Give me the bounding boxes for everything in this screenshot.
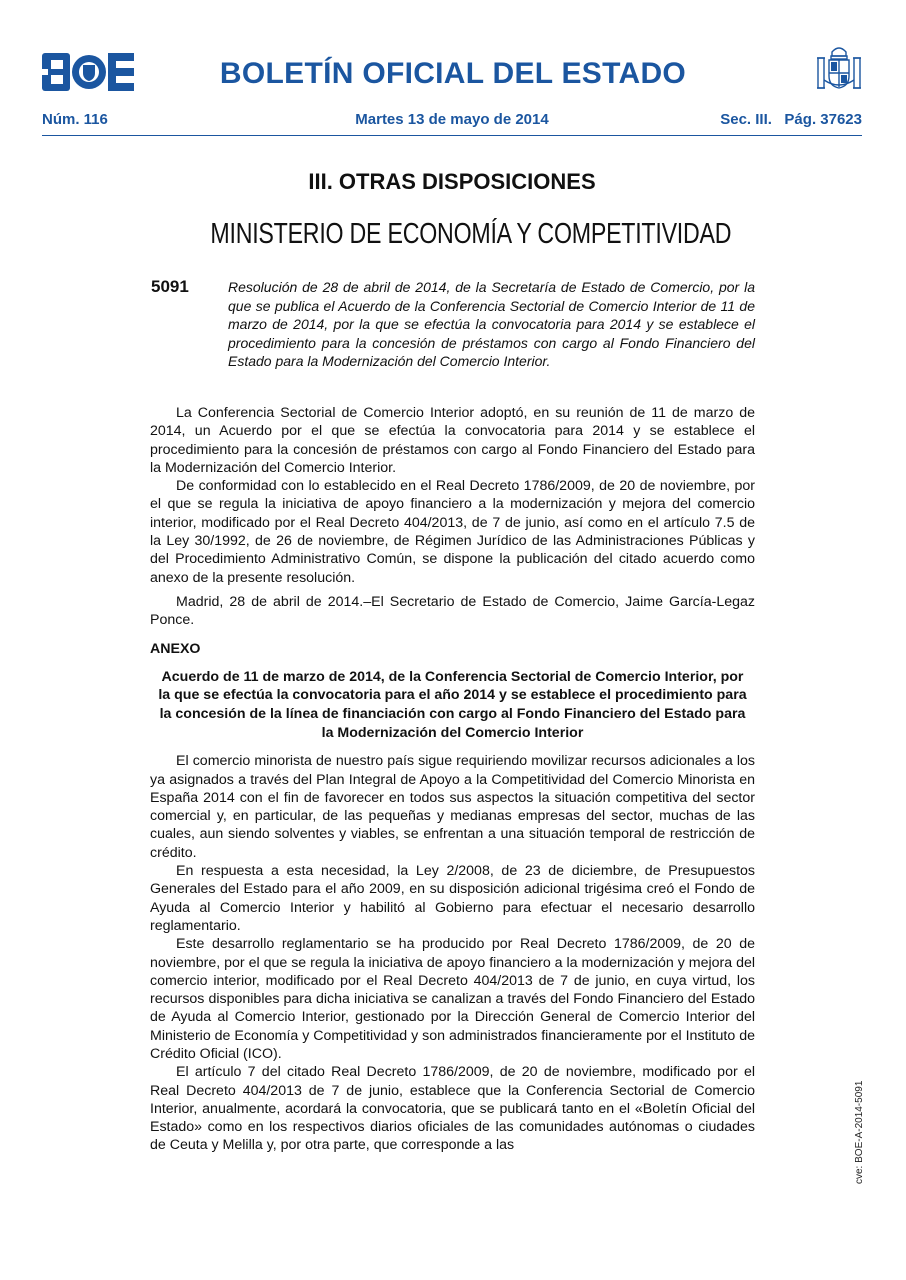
issue-number: Núm. 116 [42,111,108,128]
paragraph: La Conferencia Sectorial de Comercio Interior adoptó, en su reunión de 11 de marzo de 2014, un Acuerdo por el que se efectúa la convocatoria para 2014 y se establece el procedimiento para la concesión de préstamos con cargo al Fondo Financiero del Estado para la Modernización del Comercio Interior. [150,405,755,476]
annex-paragraph: Este desarrollo reglamentario se ha producido por Real Decreto 1786/2009, de 20 de noviembre, por el que se regula la iniciativa de apoyo financiero a la modernización y mejora del comercio interior, modificado por el Real Decreto 404/2013 de 7 de junio, en cuya virtud, los recursos disponibles para dicha iniciativa se canalizan a través del Fondo Financiero del Estado de Ayuda al Comercio Interior, gestionado por la Dirección General de Comercio Interior del Ministerio de Economía y Competitividad y son administrados financieramente por el Instituto de Crédito Oficial (ICO). [150,936,755,1062]
section-title: III. OTRAS DISPOSICIONES [308,169,596,194]
annex-title: ANEXO [150,640,201,657]
annex-paragraph: El artículo 7 del citado Real Decreto 1786/2009, de 20 de noviembre, modificado por el Real Decreto 404/2013 de 7 de junio, establece que la Conferencia Sectorial de Comercio Interior, anualmente, acordará la convocatoria, que se publicará tanto en el «Boletín Oficial del Estado» como en los respectivos diarios oficiales de las comunidades autónomas o ciudades de Ceuta y Melilla y, por otra parte, que corresponde a las [150,1064,755,1154]
reference-number: 5091 [151,277,189,296]
signature-paragraph: Madrid, 28 de abril de 2014.–El Secretario de Estado de Comercio, Jaime García-Legaz Ponce. [150,593,755,629]
cve-text: cve: BOE-A-2014-5091 [854,1080,865,1184]
document-body [150,404,755,1155]
ministry-title: MINISTERIO DE ECONOMÍA Y COMPETITIVIDAD [210,218,732,250]
agreement-title: Acuerdo de 11 de marzo de 2014, de la Conferencia Sectorial de Comercio Interior, por la que se efectúa la convocatoria para el año 2014 y se establece el procedimiento para la concesión de la línea de financiación con cargo al Fondo Financiero del Estado para la Modernización del Comercio Interior [158,668,747,741]
header-meta-row [42,111,862,131]
issue-date: Martes 13 de mayo de 2014 [355,111,549,128]
annex-paragraph: En respuesta a esta necesidad, la Ley 2/2008, de 23 de diciembre, de Presupuestos Generales del Estado para el año 2009, en su disposición adicional trigésima creó el Fondo de Ayuda al Comercio Interior y habilitó al Gobierno para efectuar el necesario desarrollo reglamentario. [150,863,755,934]
paragraph: De conformidad con lo establecido en el Real Decreto 1786/2009, de 20 de noviembre, por el que se regula la iniciativa de apoyo financiero a la modernización y mejora del comercio interior, modificado por el Real Decreto 404/2013, de 7 de junio, así como en el artículo 7.5 de la Ley 30/1992, de 26 de noviembre, de Régimen Jurídico de las Administraciones Públicas y del Procedimiento Administrativo Común, se dispone la publicación del citado acuerdo como anexo de la presente resolución. [150,478,755,586]
cve-identifier [854,1080,868,1190]
section-page: Sec. III. Pág. 37623 [720,111,862,128]
boe-logo [42,53,134,91]
publication-title: BOLETÍN OFICIAL DEL ESTADO [219,57,687,90]
header-divider [42,135,862,136]
annex-paragraph: El comercio minorista de nuestro país sigue requiriendo movilizar recursos adicionales a los ya asignados a través del Plan Integral de Apoyo a la Competitividad del Comercio Minorista en España 2014 con el fin de favorecer en todos sus aspectos la situación competitiva del sector comercial y, en particular, de las pequeñas y medianas empresas del sector, muchas de las cuales, aun siendo solventes y viables, se enfrentan a una situación temporal de restricción de crédito. [150,753,755,861]
coat-of-arms-icon [814,44,864,96]
reference-title: Resolución de 28 de abril de 2014, de la Secretaría de Estado de Comercio, por la que se publica el Acuerdo de la Conferencia Sectorial de Comercio Interior de 11 de marzo de 2014, por la que se efectúa la convocatoria para 2014 y se establece el procedimiento para la concesión de préstamos con cargo al Fondo Financiero del Estado para la Modernización del Comercio Interior. [228,279,755,370]
